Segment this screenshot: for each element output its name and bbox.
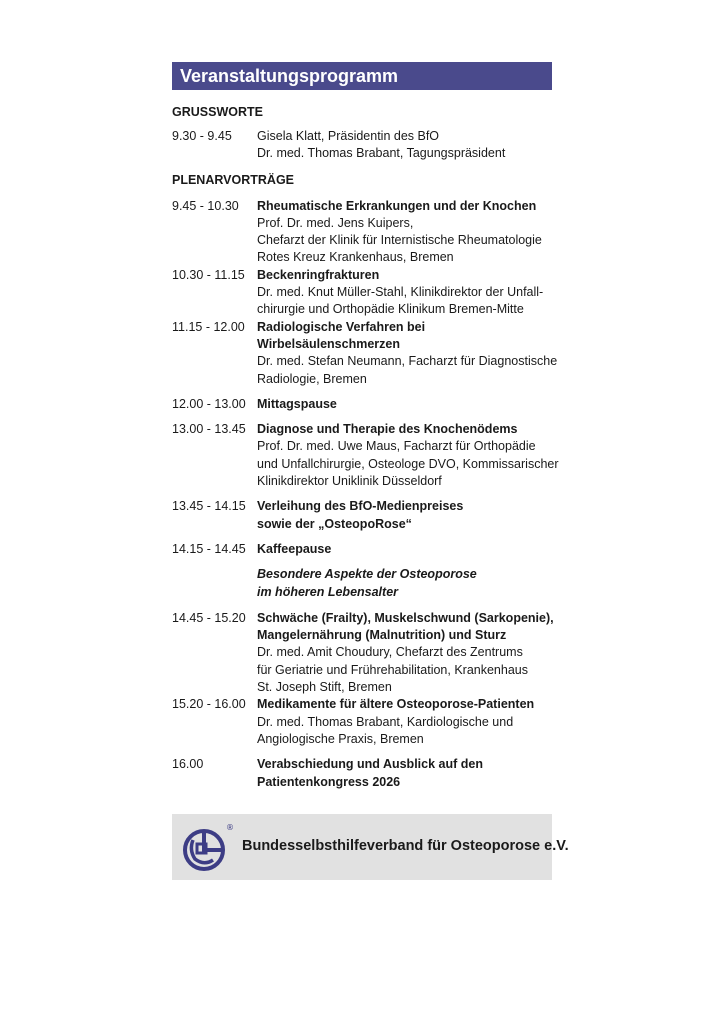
program-entry — [172, 396, 572, 413]
speaker-line: Klinikdirektor Uniklinik Düsseldorf — [257, 474, 442, 489]
time-slot: 13.00 - 13.45 — [172, 422, 246, 437]
time-slot: 14.15 - 14.45 — [172, 541, 246, 556]
entry-content — [257, 128, 572, 163]
section-heading-plenarvortraege: PLENARVORTRÄGE — [172, 172, 295, 187]
footer-banner — [172, 814, 569, 880]
event-title: sowie der „OsteopoRose“ — [257, 516, 412, 531]
entry-content — [257, 498, 572, 533]
entry-content — [257, 396, 572, 413]
talk-title: Beckenringfrakturen — [257, 267, 380, 282]
closing-title: Verabschiedung und Ausblick auf den — [257, 757, 483, 772]
time-slot: 9.30 - 9.45 — [172, 129, 232, 143]
entry-content — [257, 267, 572, 319]
event-title: Verleihung des BfO-Medienpreises — [257, 499, 464, 514]
subsection-title: Besondere Aspekte der Osteoporose — [257, 567, 477, 582]
talk-title: Rheumatische Erkrankungen und der Knochen — [257, 198, 537, 213]
entry-content — [257, 421, 572, 490]
break-title: Mittagspause — [257, 396, 337, 411]
talk-title: Radiologische Verfahren bei — [257, 319, 426, 334]
speaker-line: Dr. med. Stefan Neumann, Facharzt für Diagnostische — [257, 354, 558, 369]
entry-content — [257, 610, 572, 696]
speaker-line: Chefarzt der Klinik für Internistische Rheumatologie — [257, 233, 542, 248]
program-entry — [172, 541, 572, 558]
talk-title: Wirbelsäulenschmerzen — [257, 336, 400, 351]
speaker-line: für Geriatrie und Frührehabilitation, Krankenhaus — [257, 662, 528, 677]
program-entry — [172, 756, 572, 791]
program-entry — [172, 319, 572, 388]
speaker-line: Angiologische Praxis, Bremen — [257, 731, 424, 746]
entry-content — [257, 696, 572, 748]
program-header: Veranstaltungsprogramm — [172, 62, 552, 90]
entry-content — [257, 566, 572, 601]
program-subheading — [172, 566, 572, 601]
time-slot: 13.45 - 14.15 — [172, 499, 246, 514]
speaker-line: Prof. Dr. med. Jens Kuipers, — [257, 215, 414, 230]
time-slot: 12.00 - 13.00 — [172, 396, 246, 411]
speaker-line: St. Joseph Stift, Bremen — [257, 680, 392, 695]
time-slot: 16.00 — [172, 757, 204, 772]
entry-content — [257, 198, 572, 267]
bfo-logo-icon — [179, 822, 235, 872]
speaker-line: Radiologie, Bremen — [257, 371, 367, 386]
speaker-line: Dr. med. Thomas Brabant, Kardiologische und — [257, 714, 514, 729]
talk-title: Medikamente für ältere Osteoporose-Patienten — [257, 697, 535, 712]
speaker-line: und Unfallchirurgie, Osteologe DVO, Kommissarischer — [257, 456, 559, 471]
speaker-line: Dr. med. Amit Choudury, Chefarzt des Zentrums — [257, 645, 523, 660]
program-entry — [172, 198, 572, 267]
speaker-line: Rotes Kreuz Krankenhaus, Bremen — [257, 250, 454, 265]
talk-title: Diagnose und Therapie des Knochenödems — [257, 422, 518, 437]
organization-name: Bundesselbsthilfeverband für Osteoporose e.V. — [242, 838, 569, 854]
speaker-line: Gisela Klatt, Präsidentin des BfO — [257, 129, 440, 143]
program-entry — [172, 267, 572, 319]
time-slot: 15.20 - 16.00 — [172, 697, 246, 712]
section-heading-grussworte: GRUSSWORTE — [172, 105, 263, 119]
entry-content — [257, 756, 572, 791]
time-slot: 14.45 - 15.20 — [172, 610, 246, 625]
time-slot: 9.45 - 10.30 — [172, 198, 239, 213]
speaker-line: Dr. med. Thomas Brabant, Tagungspräsident — [257, 146, 506, 161]
speaker-line: chirurgie und Orthopädie Klinikum Bremen-Mitte — [257, 302, 524, 317]
break-title: Kaffeepause — [257, 541, 332, 556]
entry-content — [257, 541, 572, 558]
program-entry — [172, 498, 572, 533]
talk-title: Schwäche (Frailty), Muskelschwund (Sarkopenie), — [257, 610, 554, 625]
program-entry — [172, 696, 572, 748]
program-entry — [172, 421, 572, 490]
closing-title: Patientenkongress 2026 — [257, 774, 401, 789]
talk-title: Mangelernährung (Malnutrition) und Sturz — [257, 628, 507, 643]
time-slot: 11.15 - 12.00 — [172, 319, 245, 334]
speaker-line: Dr. med. Knut Müller-Stahl, Klinikdirektor der Unfall- — [257, 285, 544, 300]
subsection-title: im höheren Lebensalter — [257, 584, 399, 599]
program-list — [172, 104, 572, 791]
program-entry — [172, 128, 572, 163]
speaker-line: Prof. Dr. med. Uwe Maus, Facharzt für Orthopädie — [257, 439, 536, 454]
program-entry — [172, 610, 572, 696]
time-slot: 10.30 - 11.15 — [172, 267, 245, 282]
entry-content — [257, 319, 572, 388]
registered-mark: ® — [226, 823, 234, 832]
